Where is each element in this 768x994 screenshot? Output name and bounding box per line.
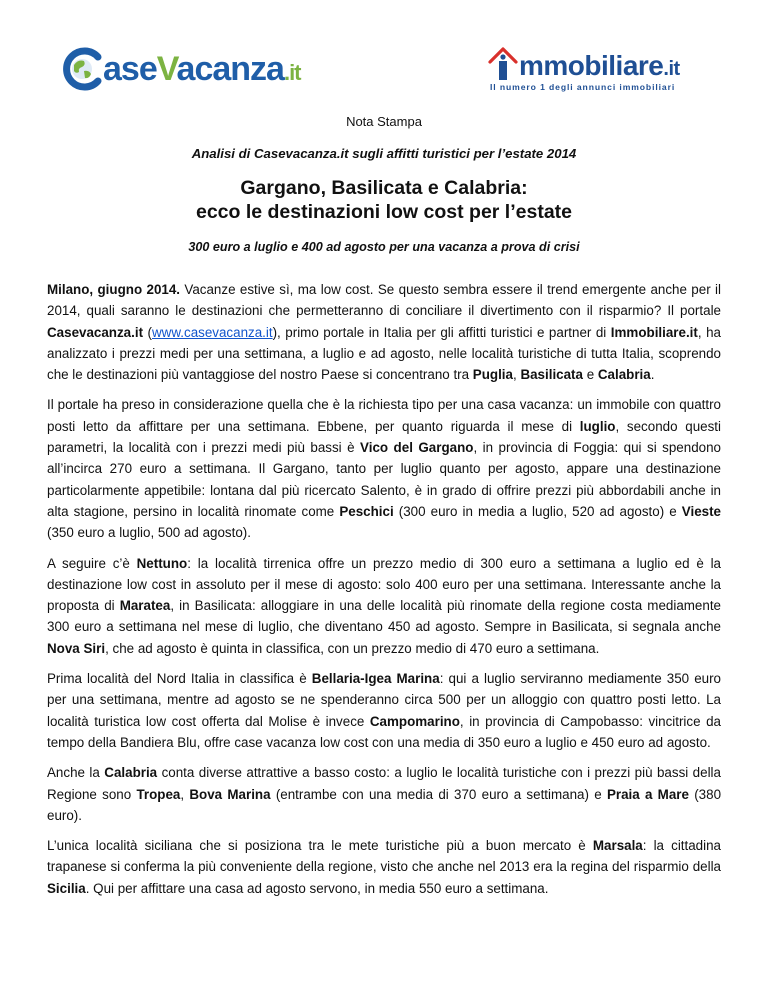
document-subtitle: Analisi di Casevacanza.it sugli affitti turistici per l’estate 2014 bbox=[191, 146, 577, 161]
title-line-2: ecco le destinazioni low cost per l’estate bbox=[195, 201, 573, 223]
document-tagline: 300 euro a luglio e 400 ad agosto per una vacanza a prova di crisi bbox=[188, 240, 580, 254]
paragraph-4: Prima località del Nord Italia in classifica è Bellaria-Igea Marina: qui a luglio serviranno mediamente 350 euro per una settimana, mentre ad agosto se ne spenderanno circa 500 per un alloggio con quattro posti letto. La località turistica low cost offerta dal Molise è invece Campomarino, in provincia di Campobasso: vincitrice da tempo della Bandiera Blu, offre case vacanza low cost con una media di 350 euro a luglio e 450 euro ad agosto. bbox=[47, 671, 721, 750]
paragraph-3: A seguire c’è Nettuno: la località tirrenica offre un prezzo medio di 300 euro a settimana a luglio ed è la destinazione low cost in assoluto per il mese di agosto: solo 400 euro per una settimana. Interessante anche la proposta di Maratea, in Basilicata: alloggiare in una delle località più rinomate della regione costa mediamente 300 euro a settimana nel mese di luglio, che diventano 450 ad agosto. Sempre in Basilicata, si segnala anche Nova Siri, che ad agosto è quinta in classifica, con un prezzo medio di 470 euro a settimana. bbox=[47, 555, 721, 656]
house-icon bbox=[488, 46, 518, 80]
title-line-1: Gargano, Basilicata e Calabria: bbox=[240, 177, 528, 199]
paragraph-1: Milano, giugno 2014. Vacanze estive sì, ma low cost. Se questo sembra essere il trend emergente anche per il 2014, quali saranno le destinazioni che permetteranno di conciliare il divertimento con il risparmio? Il portale Casevacanza.it (www.casevacanza.it), primo portale in Italia per gli affitti turistici e partner di Immobiliare.it, ha analizzato i prezzi medi per una settimana, a luglio e ad agosto, nelle località turistiche di tutta Italia, scoprendo che le destinazioni più vantaggiose del nostro Paese si concentrano tra Puglia, Basilicata e Calabria. bbox=[47, 282, 721, 383]
immobiliare-tagline: Il numero 1 degli annunci immobiliari bbox=[490, 82, 676, 92]
paragraph-6: L’unica località siciliana che si posiziona tra le mete turistiche più a buon mercato è Marsala: la cittadina trapanese si conferma la più conveniente della regione, visto che anche nel 2013 era la regina del risparmio della Sicilia. Qui per affittare una casa ad agosto servono, in media 550 euro a settimana. bbox=[47, 838, 721, 896]
immobiliare-wordmark: mmobiliare.it bbox=[519, 50, 680, 81]
paragraph-5: Anche la Calabria conta diverse attrattive a basso costo: a luglio le località turistiche con i prezzi più bassi della Regione sono Tropea, Bova Marina (entrambe con una media di 370 euro a settimana) e Praia a Mare (380 euro). bbox=[47, 765, 722, 823]
casevacanza-logo[interactable] bbox=[62, 44, 322, 94]
article-body bbox=[47, 279, 721, 908]
casevacanza-link[interactable]: www.casevacanza.it bbox=[152, 324, 273, 340]
globe-c-icon bbox=[62, 47, 102, 91]
document-type-label: Nota Stampa bbox=[346, 114, 422, 129]
document-title bbox=[0, 176, 768, 224]
immobiliare-logo[interactable] bbox=[488, 44, 714, 100]
casevacanza-wordmark: aseVacanza.it bbox=[103, 50, 301, 88]
paragraph-2: Il portale ha preso in considerazione quella che è la richiesta tipo per una casa vacanza: un immobile con quattro posti letto da affittare per una settimana. Ebbene, per quanto riguarda il mese di luglio, secondo questi parametri, la località con i prezzi medi più bassi è Vico del Gargano, in provincia di Foggia: qui si spendono all’incirca 270 euro a settimana. Il Gargano, tanto per luglio quanto per agosto, appare una destinazione particolarmente appetibile: lontana dal più ricercato Salento, è in grado di offrire prezzi più abbordabili anche in alta stagione, persino in località rinomate come Peschici (300 euro in media a luglio, 520 ad agosto) e Vieste (350 euro a luglio, 500 ad agosto). bbox=[47, 397, 721, 541]
